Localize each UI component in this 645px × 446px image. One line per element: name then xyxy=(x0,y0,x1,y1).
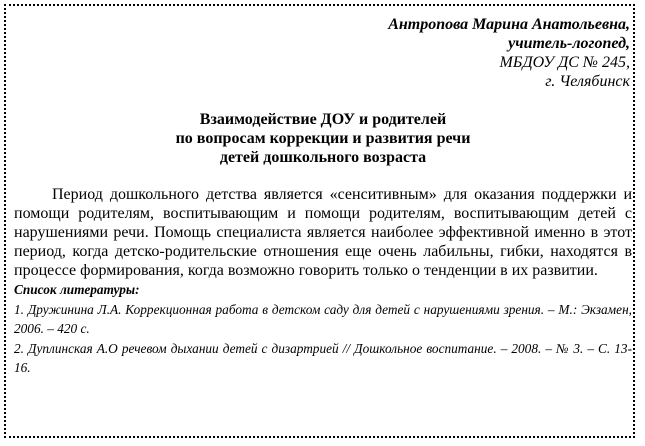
references-heading: Список литературы: xyxy=(14,282,140,297)
author-city: г. Челябинск xyxy=(545,73,630,90)
title-line-2: по вопросам коррекции и развития речи xyxy=(175,130,471,147)
author-organization: МБДОУ ДС № 245, xyxy=(499,54,630,71)
document-content xyxy=(14,15,632,378)
author-role: учитель-логопед, xyxy=(508,35,630,52)
references-section xyxy=(14,280,632,378)
reference-item-2: 2. Дуплинская А.О речевом дыхании детей с дизартрией // Дошкольное воспитание. – 2008. – № 3. – С. 13-16. xyxy=(14,340,632,375)
title-line-3: детей дошкольного возраста xyxy=(219,149,427,166)
author-block xyxy=(14,15,632,91)
title-line-1: Взаимодействие ДОУ и родителей xyxy=(199,111,447,128)
author-name: Антропова Марина Анатольевна, xyxy=(388,16,630,33)
reference-item-1: 1. Дружинина Л.А. Коррекционная работа в детском саду для детей с нарушениями зрения. – М.: Экзамен, 2006. – 420 с. xyxy=(14,301,632,336)
body-paragraph: Период дошкольного детства является «сенситивным» для оказания поддержки и помощи родителям, воспитывающим и помощи родителям, воспитывающим детей с нарушениями речи. Помощь специалиста является наиболее эффективной именно в этот период, когда детско-родительские отношения еще очень лабильны, гибки, находятся в процессе формирования, когда возможно говорить только о тенденции в их развитии. xyxy=(14,186,632,279)
article-title xyxy=(14,110,632,167)
